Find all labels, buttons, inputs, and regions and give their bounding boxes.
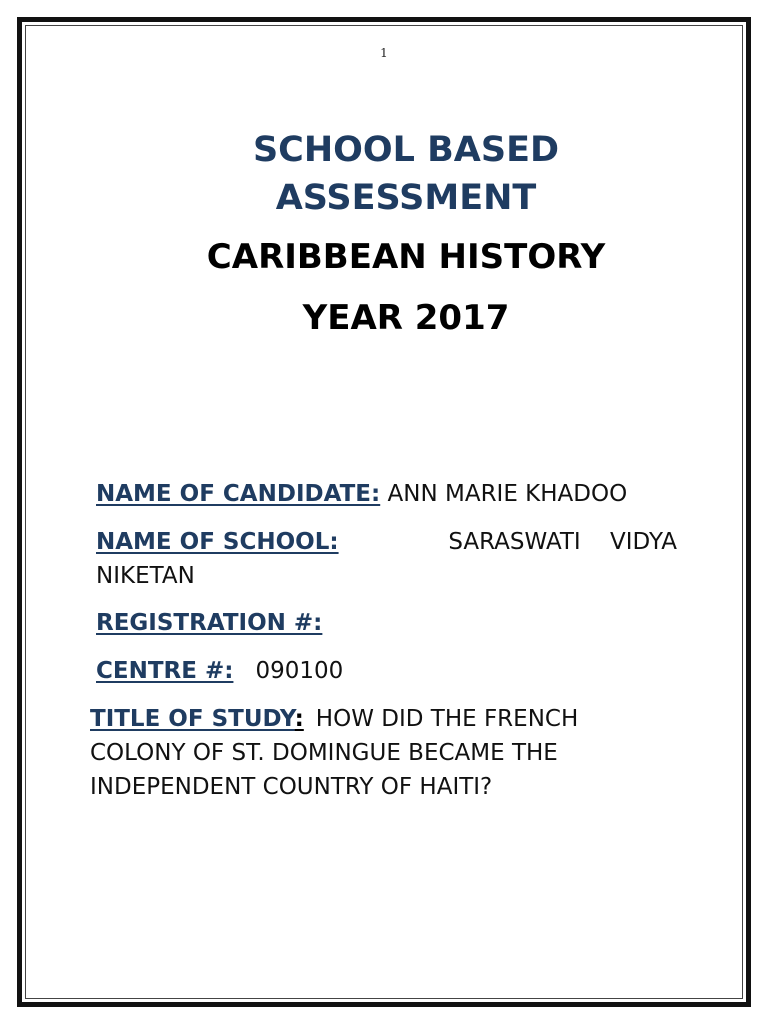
centre-value: 090100 (255, 658, 344, 684)
school-label: NAME OF SCHOOL: (96, 529, 339, 555)
centre-label: CENTRE #: (96, 658, 234, 684)
school-field (96, 525, 677, 593)
candidate-field (96, 477, 696, 511)
candidate-value: ANN MARIE KHADOO (387, 481, 628, 507)
year-heading: YEAR 2017 (302, 298, 510, 338)
school-value-line2: NIKETAN (96, 563, 195, 589)
subject-heading: CARIBBEAN HISTORY (206, 237, 606, 277)
title-of-study-colon: : (294, 706, 304, 732)
page-number: 1 (380, 46, 388, 60)
document-title: SCHOOL BASED ASSESSMENT (252, 130, 560, 218)
registration-field (96, 606, 322, 640)
school-value-line1: SARASWATI VIDYA (448, 529, 677, 555)
candidate-label: NAME OF CANDIDATE: (96, 481, 381, 507)
title-of-study-field (90, 702, 670, 804)
centre-field (96, 654, 343, 688)
registration-label: REGISTRATION #: (96, 610, 323, 636)
title-of-study-label: TITLE OF STUDY (90, 706, 295, 732)
title-of-study-value: HOW DID THE FRENCH COLONY OF ST. DOMINGUE BECAME THE INDEPENDENT COUNTRY OF HAITI? (90, 706, 579, 800)
